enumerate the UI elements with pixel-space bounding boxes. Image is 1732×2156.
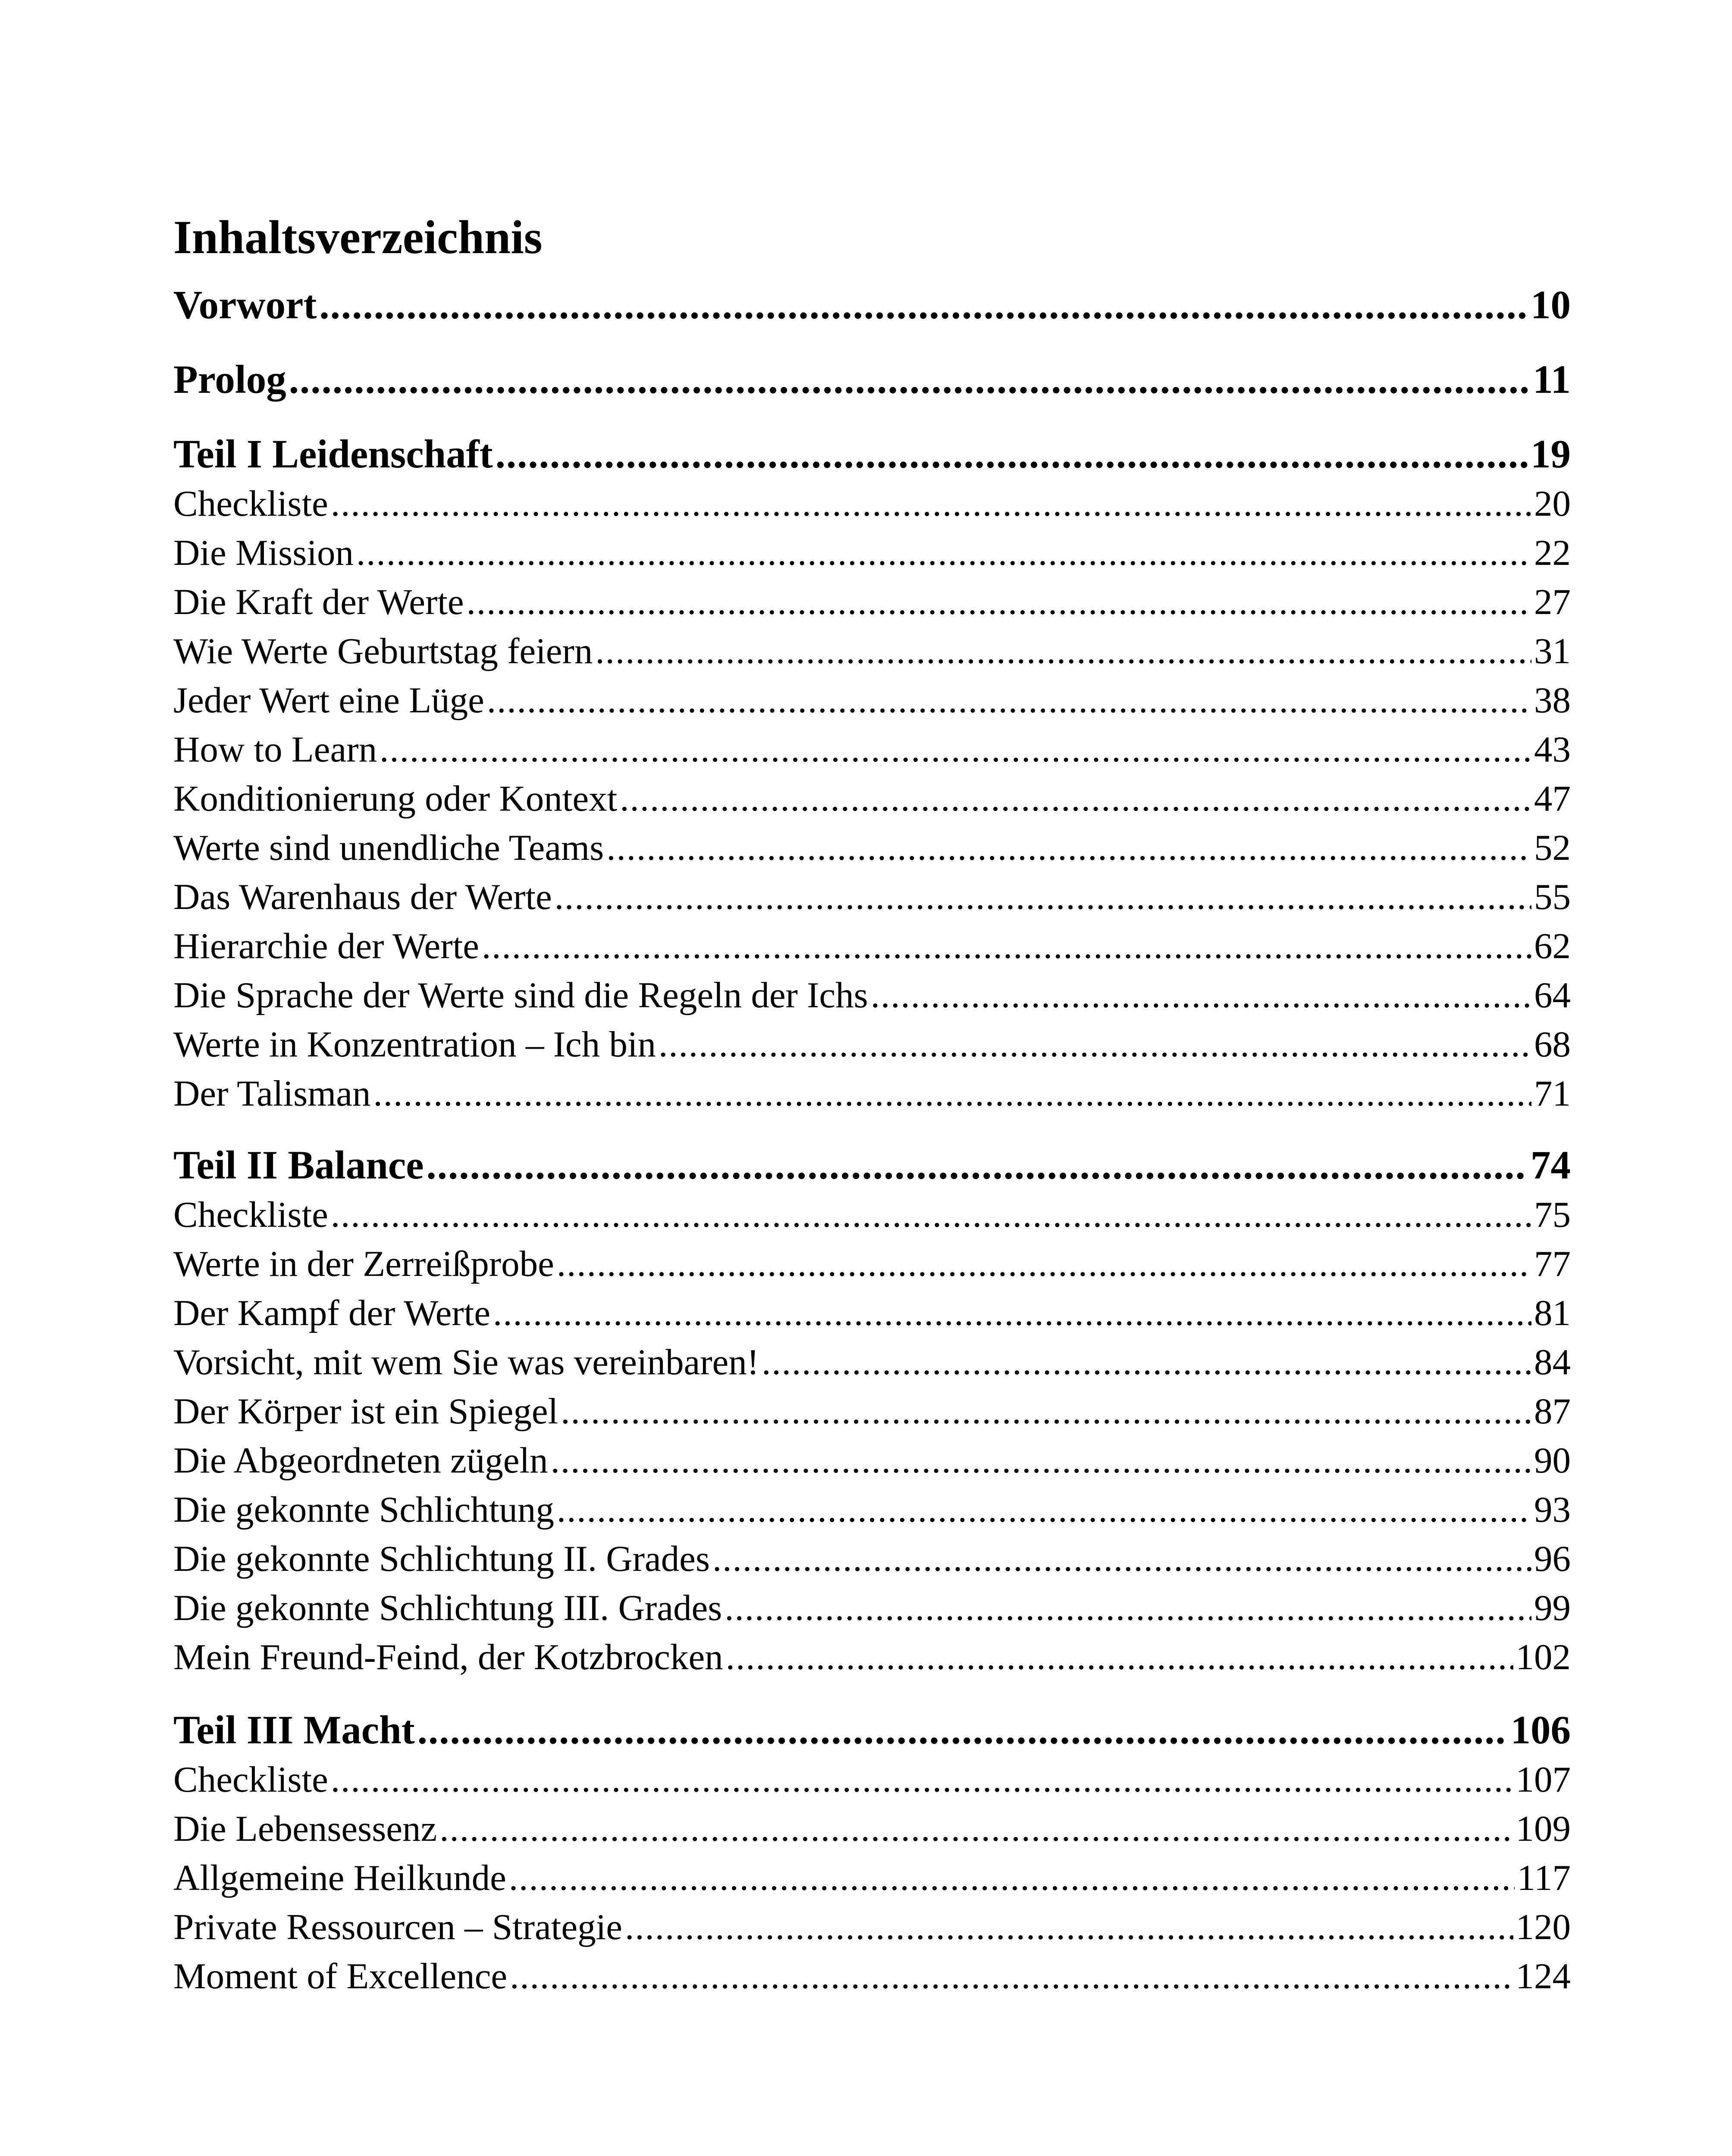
dot-leader xyxy=(595,627,1531,676)
toc-part-title: Teil III Macht xyxy=(173,1708,415,1752)
dot-leader xyxy=(417,1705,1508,1755)
toc-item-page: 107 xyxy=(1516,1759,1571,1800)
toc-item-page: 109 xyxy=(1516,1808,1571,1849)
toc-entry-title: Vorwort xyxy=(173,283,317,327)
dot-leader xyxy=(606,823,1531,872)
dot-leader xyxy=(373,1069,1532,1118)
dot-leader xyxy=(331,1190,1531,1239)
toc-item-page: 43 xyxy=(1534,729,1571,770)
toc-part-heading xyxy=(173,1705,1571,1755)
page-title: Inhaltsverzeichnis xyxy=(173,211,543,263)
toc-item xyxy=(173,774,1571,823)
dot-leader xyxy=(625,1902,1513,1952)
toc-item xyxy=(173,725,1571,774)
dot-leader xyxy=(493,1288,1531,1338)
toc-item xyxy=(173,971,1571,1020)
toc-item xyxy=(173,676,1571,725)
toc-item-page: 77 xyxy=(1534,1244,1571,1284)
toc-item-title: Vorsicht, mit wem Sie was vereinbaren! xyxy=(173,1342,759,1382)
dot-leader xyxy=(496,429,1528,479)
dot-leader xyxy=(482,921,1531,971)
dot-leader xyxy=(487,676,1531,725)
toc-item xyxy=(173,1239,1571,1288)
dot-leader xyxy=(510,1952,1513,2001)
toc-entry-prolog xyxy=(173,355,1571,404)
toc-item xyxy=(173,577,1571,627)
toc-item-title: Wie Werte Geburtstag feiern xyxy=(173,631,593,671)
toc-item-page: 117 xyxy=(1517,1858,1571,1898)
toc-item-page: 22 xyxy=(1534,533,1571,573)
toc-part-page: 74 xyxy=(1531,1143,1571,1188)
toc-item-page: 20 xyxy=(1534,483,1571,524)
dot-leader xyxy=(331,1755,1513,1804)
toc-part-heading xyxy=(173,1141,1571,1190)
toc-item xyxy=(173,1902,1571,1952)
toc-item-title: Der Talisman xyxy=(173,1073,371,1114)
toc-entry-page: 10 xyxy=(1531,283,1571,327)
toc-part-page: 106 xyxy=(1510,1708,1571,1752)
toc-item-page: 47 xyxy=(1534,778,1571,819)
dot-leader xyxy=(871,971,1531,1020)
toc-item-title: Die gekonnte Schlichtung II. Grades xyxy=(173,1539,710,1579)
toc-item-title: Die gekonnte Schlichtung III. Grades xyxy=(173,1588,722,1628)
toc-item xyxy=(173,1804,1571,1853)
toc-part-2 xyxy=(173,1141,1571,1682)
toc-part-title: Teil II Balance xyxy=(173,1143,424,1188)
toc-item-title: Allgemeine Heilkunde xyxy=(173,1858,506,1898)
toc-item xyxy=(173,1755,1571,1804)
toc-item xyxy=(173,1853,1571,1902)
toc-item xyxy=(173,528,1571,577)
toc-item xyxy=(173,1436,1571,1485)
dot-leader xyxy=(726,1633,1513,1682)
table-of-contents xyxy=(173,203,1571,2001)
toc-item-page: 87 xyxy=(1534,1391,1571,1432)
toc-entry-title: Prolog xyxy=(173,357,286,402)
toc-item-title: Mein Freund-Feind, der Kotzbrocken xyxy=(173,1637,723,1677)
toc-item-page: 62 xyxy=(1534,926,1571,966)
toc-item-page: 120 xyxy=(1516,1907,1571,1947)
dot-leader xyxy=(762,1338,1531,1387)
toc-item-page: 124 xyxy=(1516,1956,1571,1996)
toc-item-title: Werte in der Zerreißprobe xyxy=(173,1244,554,1284)
toc-item xyxy=(173,1288,1571,1338)
toc-item-page: 52 xyxy=(1534,827,1571,868)
dot-leader xyxy=(356,528,1531,577)
toc-item xyxy=(173,921,1571,971)
toc-item-title: Moment of Excellence xyxy=(173,1956,508,1996)
toc-item-title: Private Ressourcen – Strategie xyxy=(173,1907,622,1947)
dot-leader xyxy=(725,1583,1531,1633)
toc-entry-page: 11 xyxy=(1533,357,1571,402)
toc-item xyxy=(173,1485,1571,1534)
dot-leader xyxy=(439,1804,1513,1853)
dot-leader xyxy=(620,774,1531,823)
toc-item-page: 93 xyxy=(1534,1489,1571,1530)
toc-item-title: Der Körper ist ein Spiegel xyxy=(173,1391,559,1432)
toc-part-3 xyxy=(173,1705,1571,2001)
toc-item xyxy=(173,1338,1571,1387)
toc-item xyxy=(173,823,1571,872)
toc-item xyxy=(173,872,1571,921)
toc-item-title: Checkliste xyxy=(173,483,328,524)
toc-item-page: 102 xyxy=(1516,1637,1571,1677)
toc-item-page: 64 xyxy=(1534,975,1571,1015)
toc-item-page: 84 xyxy=(1534,1342,1571,1382)
dot-leader xyxy=(557,1239,1531,1288)
toc-item-title: Konditionierung oder Kontext xyxy=(173,778,618,819)
dot-leader xyxy=(331,479,1531,528)
toc-item-title: Die Abgeordneten zügeln xyxy=(173,1440,548,1481)
dot-leader xyxy=(557,1485,1531,1534)
dot-leader xyxy=(555,872,1531,921)
toc-item xyxy=(173,1952,1571,2001)
dot-leader xyxy=(561,1387,1531,1436)
toc-item xyxy=(173,1069,1571,1118)
toc-item-page: 75 xyxy=(1534,1194,1571,1235)
toc-item-page: 55 xyxy=(1534,877,1571,917)
toc-item-title: Der Kampf der Werte xyxy=(173,1293,490,1333)
toc-item-title: Werte sind unendliche Teams xyxy=(173,827,604,868)
toc-item-title: How to Learn xyxy=(173,729,377,770)
toc-item xyxy=(173,1020,1571,1069)
toc-item xyxy=(173,1387,1571,1436)
toc-item xyxy=(173,1190,1571,1239)
toc-item-page: 71 xyxy=(1534,1073,1571,1114)
toc-item xyxy=(173,1534,1571,1583)
toc-item-page: 68 xyxy=(1534,1024,1571,1065)
toc-item-title: Hierarchie der Werte xyxy=(173,926,479,966)
toc-entry-vorwort xyxy=(173,280,1571,330)
toc-item xyxy=(173,627,1571,676)
toc-item-title: Die Kraft der Werte xyxy=(173,582,464,622)
toc-item-title: Werte in Konzentration – Ich bin xyxy=(173,1024,656,1065)
toc-part-title: Teil I Leidenschaft xyxy=(173,432,493,476)
toc-item-title: Die Sprache der Werte sind die Regeln der Ichs xyxy=(173,975,868,1015)
toc-item xyxy=(173,479,1571,528)
toc-item-page: 31 xyxy=(1534,631,1571,671)
toc-item-page: 27 xyxy=(1534,582,1571,622)
toc-part-heading xyxy=(173,429,1571,479)
toc-item-title: Das Warenhaus der Werte xyxy=(173,877,552,917)
toc-item xyxy=(173,1583,1571,1633)
dot-leader xyxy=(319,280,1528,330)
toc-item-title: Checkliste xyxy=(173,1759,328,1800)
dot-leader xyxy=(380,725,1531,774)
dot-leader xyxy=(467,577,1531,627)
dot-leader xyxy=(289,355,1530,404)
toc-item xyxy=(173,1633,1571,1682)
dot-leader xyxy=(426,1141,1528,1190)
dot-leader xyxy=(551,1436,1531,1485)
toc-item-page: 99 xyxy=(1534,1588,1571,1628)
toc-item-title: Checkliste xyxy=(173,1194,328,1235)
toc-part-page: 19 xyxy=(1531,432,1571,476)
toc-item-page: 90 xyxy=(1534,1440,1571,1481)
toc-item-page: 96 xyxy=(1534,1539,1571,1579)
dot-leader xyxy=(509,1853,1515,1902)
toc-item-page: 38 xyxy=(1534,680,1571,721)
toc-item-title: Die Mission xyxy=(173,533,354,573)
toc-item-title: Jeder Wert eine Lüge xyxy=(173,680,484,721)
dot-leader xyxy=(712,1534,1531,1583)
toc-item-page: 81 xyxy=(1534,1293,1571,1333)
toc-part-1 xyxy=(173,429,1571,1118)
dot-leader xyxy=(659,1020,1531,1069)
toc-item-title: Die Lebensessenz xyxy=(173,1808,437,1849)
toc-item-title: Die gekonnte Schlichtung xyxy=(173,1489,554,1530)
